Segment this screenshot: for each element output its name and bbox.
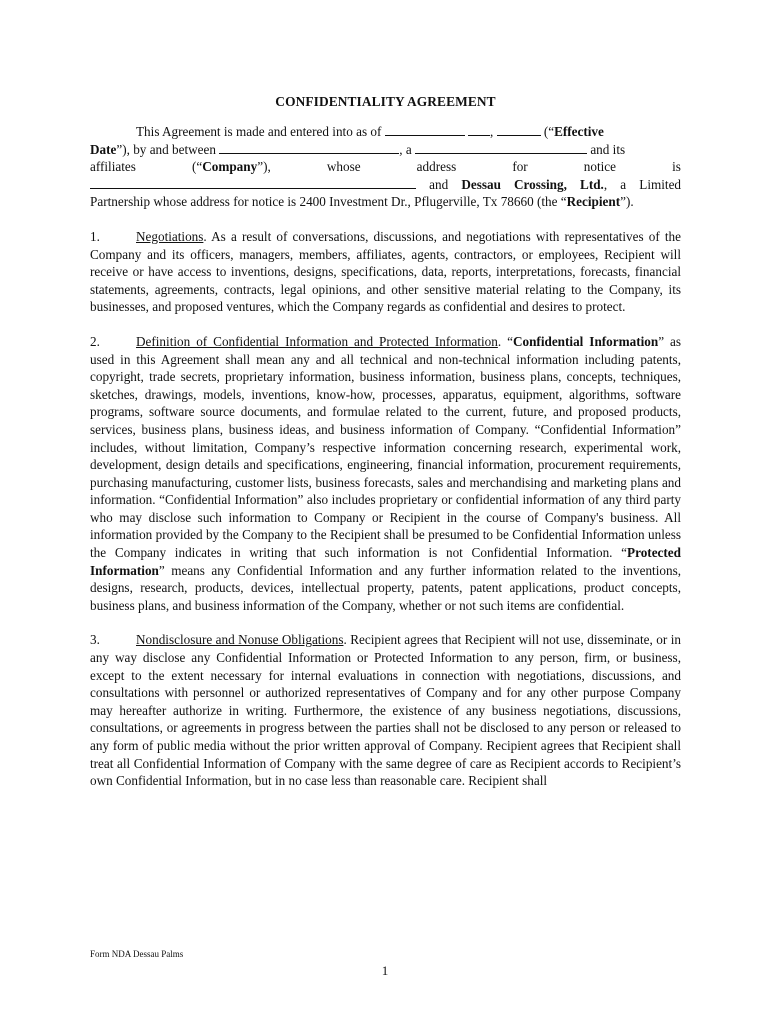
word-affiliates: affiliates (90, 159, 136, 175)
section-2-body-1: ” as used in this Agreement shall mean any and all technical and non-technical information including patents, copyright, trade secrets, proprietary information, business information, business plans, concepts, techniques, sketches, drawings, models, inventions, know-how, processes, apparatus, equipment, algorithms, software programs, software source documents, and formulae related to the current, future, and proposed products, services, business plans, business ideas, and business information of Company. “Confidential Information” includes, without limitation, Company’s respective information concerning research, experimental work, development, design details and specifications, engineering, financial information, procurement requirements, purchasing manufacturing, customer lists, business forecasts, sales and merchandising and marketing plans and information. “Confidential Information” also includes proprietary or confidential information of any third party who may disclose such information to Company or Recipient in the course of Company's business. All information provided by the Company to the Recipient shall be presumed to be Confidential Information unless the Company indicates in writing that such information is not Confidential Information. “ (90, 333, 682, 561)
section-2-body-2: ” means any Confidential Information and any further information related to the inventions, designs, research, products, devices, intellectual property, patents, patent applications, product concepts, business plans, and business information of the Company, whether or not such items are confidential. (90, 562, 681, 613)
document-page (90, 94, 681, 807)
intro-text-7: ”). (620, 194, 634, 210)
effective-bold: Effective (554, 124, 604, 139)
confidential-information-bold: Confidential Information (512, 333, 659, 349)
section-1-heading: Negotiations (136, 228, 204, 244)
company-bold: Company (202, 159, 258, 175)
section-3-number: 3. (90, 632, 100, 648)
section-2-number: 2. (90, 333, 100, 349)
intro-paragraph (90, 123, 681, 211)
date-blank-1[interactable] (385, 124, 465, 136)
address-blank[interactable] (90, 177, 416, 189)
intro-text-1: This Agreement is made and entered into as of (136, 124, 382, 139)
section-2-heading: Definition of Confidential Information and Protected Information (136, 333, 498, 349)
intro-text-2: ”), by and between (116, 141, 216, 157)
page-number: 1 (381, 963, 389, 978)
year-blank[interactable] (497, 124, 541, 136)
company-name-blank[interactable] (219, 142, 399, 154)
word-for: for (512, 159, 528, 175)
date-bold: Date (90, 141, 117, 157)
recipient-bold: Recipient (566, 194, 621, 210)
section-2 (90, 333, 681, 615)
intro-text-3: , a (399, 141, 412, 157)
date-blank-2[interactable] (468, 124, 490, 136)
protected-information-bold: Protected Information (90, 545, 681, 578)
section-2-punct: . “ (497, 333, 513, 349)
word-is: is (672, 159, 681, 175)
intro-text-6: , a Limited Partnership whose address for notice is 2400 Investment Dr., Pflugerville, Tx 78660 (the “ (90, 176, 682, 210)
company-type-blank[interactable] (415, 142, 587, 154)
section-3 (90, 631, 681, 789)
section-1 (90, 228, 681, 316)
intro-row-3 (90, 158, 681, 176)
company-definition: (“Company”), (192, 159, 271, 175)
word-whose: whose (326, 159, 361, 175)
intro-text-5: and (429, 176, 449, 192)
section-3-body: . Recipient agrees that Recipient will not use, disseminate, or in any way disclose any Confidential Information or Protected Information to any person, firm, or business, except to the extent necessary for internal evaluations in connection with negotiations, discussions, and consultations with personnel or authorized representatives of Company and for any other purpose Company may hereafter authorize in writing. Furthermore, the existence of any business negotiations, discussions, consultations, or agreements in progress between the parties shall not be disclosed to any person or released to any form of public media without the prior written approval of Company. Recipient agrees that Recipient shall treat all Confidential Information of Company with the same degree of care as Recipient accords to Recipient’s own Confidential Information, but in no case less than reasonable care. Recipient shall (90, 632, 681, 789)
word-address: address (416, 159, 457, 175)
open-quote: (“ (543, 124, 555, 139)
footer-form-label: Form NDA Dessau Palms (90, 949, 184, 959)
section-1-body: . As a result of conversations, discussions, and negotiations with representatives of the Company and its officers, managers, members, affiliates, agents, contractors, or employees, Recipient will receive or have access to inventions, designs, specifications, data, reports, interpretations, forecasts, financial statements, agreements, contracts, legal opinions, and other sensitive material relating to the Company, its businesses, and proposed ventures, which the Company regards as confidential and desires to protect. (90, 228, 681, 315)
document-title: CONFIDENTIALITY AGREEMENT (275, 94, 496, 109)
intro-text-4: and its (590, 141, 626, 157)
recipient-name: Dessau Crossing, Ltd. (461, 176, 604, 192)
section-1-number: 1. (90, 228, 100, 244)
section-3-heading: Nondisclosure and Nonuse Obligations (136, 632, 344, 648)
comma: , (489, 124, 494, 139)
word-notice: notice (583, 159, 617, 175)
